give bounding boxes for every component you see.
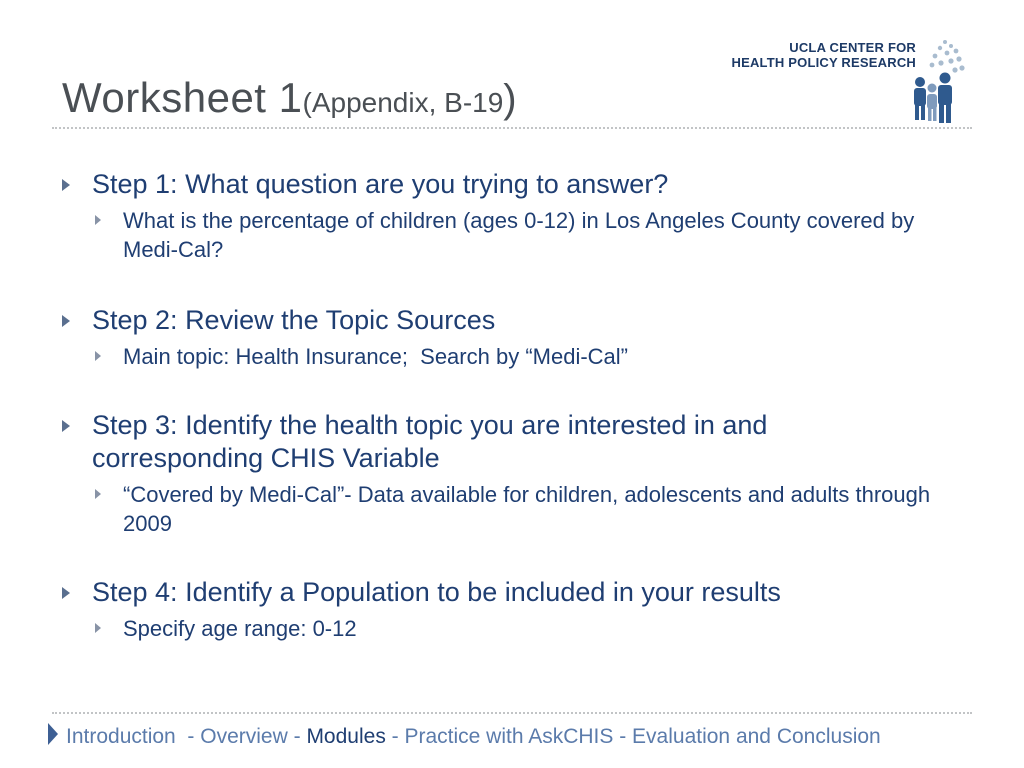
slide-title	[62, 74, 517, 122]
ucla-chpr-logo	[731, 36, 978, 128]
title-close-paren: )	[503, 77, 517, 121]
bullet-arrow-icon	[62, 420, 70, 432]
logo-line-1: UCLA CENTER FOR	[789, 40, 916, 55]
step-1	[62, 168, 962, 264]
footer-introduction: Introduction	[66, 725, 176, 748]
title-subtitle: (Appendix, B-19	[302, 87, 504, 118]
section-navigation-footer	[48, 722, 881, 752]
logo-text	[732, 40, 917, 70]
footer-remaining-sections: - Practice with AskCHIS - Evaluation and Conclusion	[385, 725, 881, 748]
step-2	[62, 304, 962, 371]
step-2-detail: Main topic: Health Insurance; Search by “Medi-Cal”	[123, 344, 628, 369]
footer-marker-icon	[48, 723, 58, 745]
step-4	[62, 576, 962, 643]
footer-separator: - Overview -	[175, 725, 307, 748]
sub-bullet-arrow-icon	[95, 623, 101, 633]
title-divider	[52, 127, 972, 129]
step-3-text: Step 3: Identify the health topic you are interested in and corresponding CHIS Variable	[92, 410, 768, 473]
sub-bullet-arrow-icon	[95, 489, 101, 499]
step-4-text: Step 4: Identify a Population to be included in your results	[92, 577, 781, 607]
people-icon	[910, 38, 966, 126]
step-4-detail: Specify age range: 0-12	[123, 616, 357, 641]
footer-modules-current: Modules	[306, 725, 386, 748]
step-1-text: Step 1: What question are you trying to answer?	[92, 169, 669, 199]
step-2-text: Step 2: Review the Topic Sources	[92, 305, 496, 335]
sub-bullet-arrow-icon	[95, 215, 101, 225]
bullet-arrow-icon	[62, 179, 70, 191]
logo-line-2: HEALTH POLICY RESEARCH	[731, 55, 916, 70]
footer-divider	[52, 712, 972, 714]
step-list	[62, 168, 962, 643]
title-main: Worksheet 1	[62, 74, 303, 121]
bullet-arrow-icon	[62, 315, 70, 327]
bullet-arrow-icon	[62, 587, 70, 599]
step-3-detail: “Covered by Medi-Cal”- Data available for children, adolescents and adults through 2009	[123, 482, 931, 536]
sub-bullet-arrow-icon	[95, 351, 101, 361]
step-3	[62, 409, 962, 538]
step-1-detail: What is the percentage of children (ages 0-12) in Los Angeles County covered by Medi-Cal?	[123, 208, 915, 262]
